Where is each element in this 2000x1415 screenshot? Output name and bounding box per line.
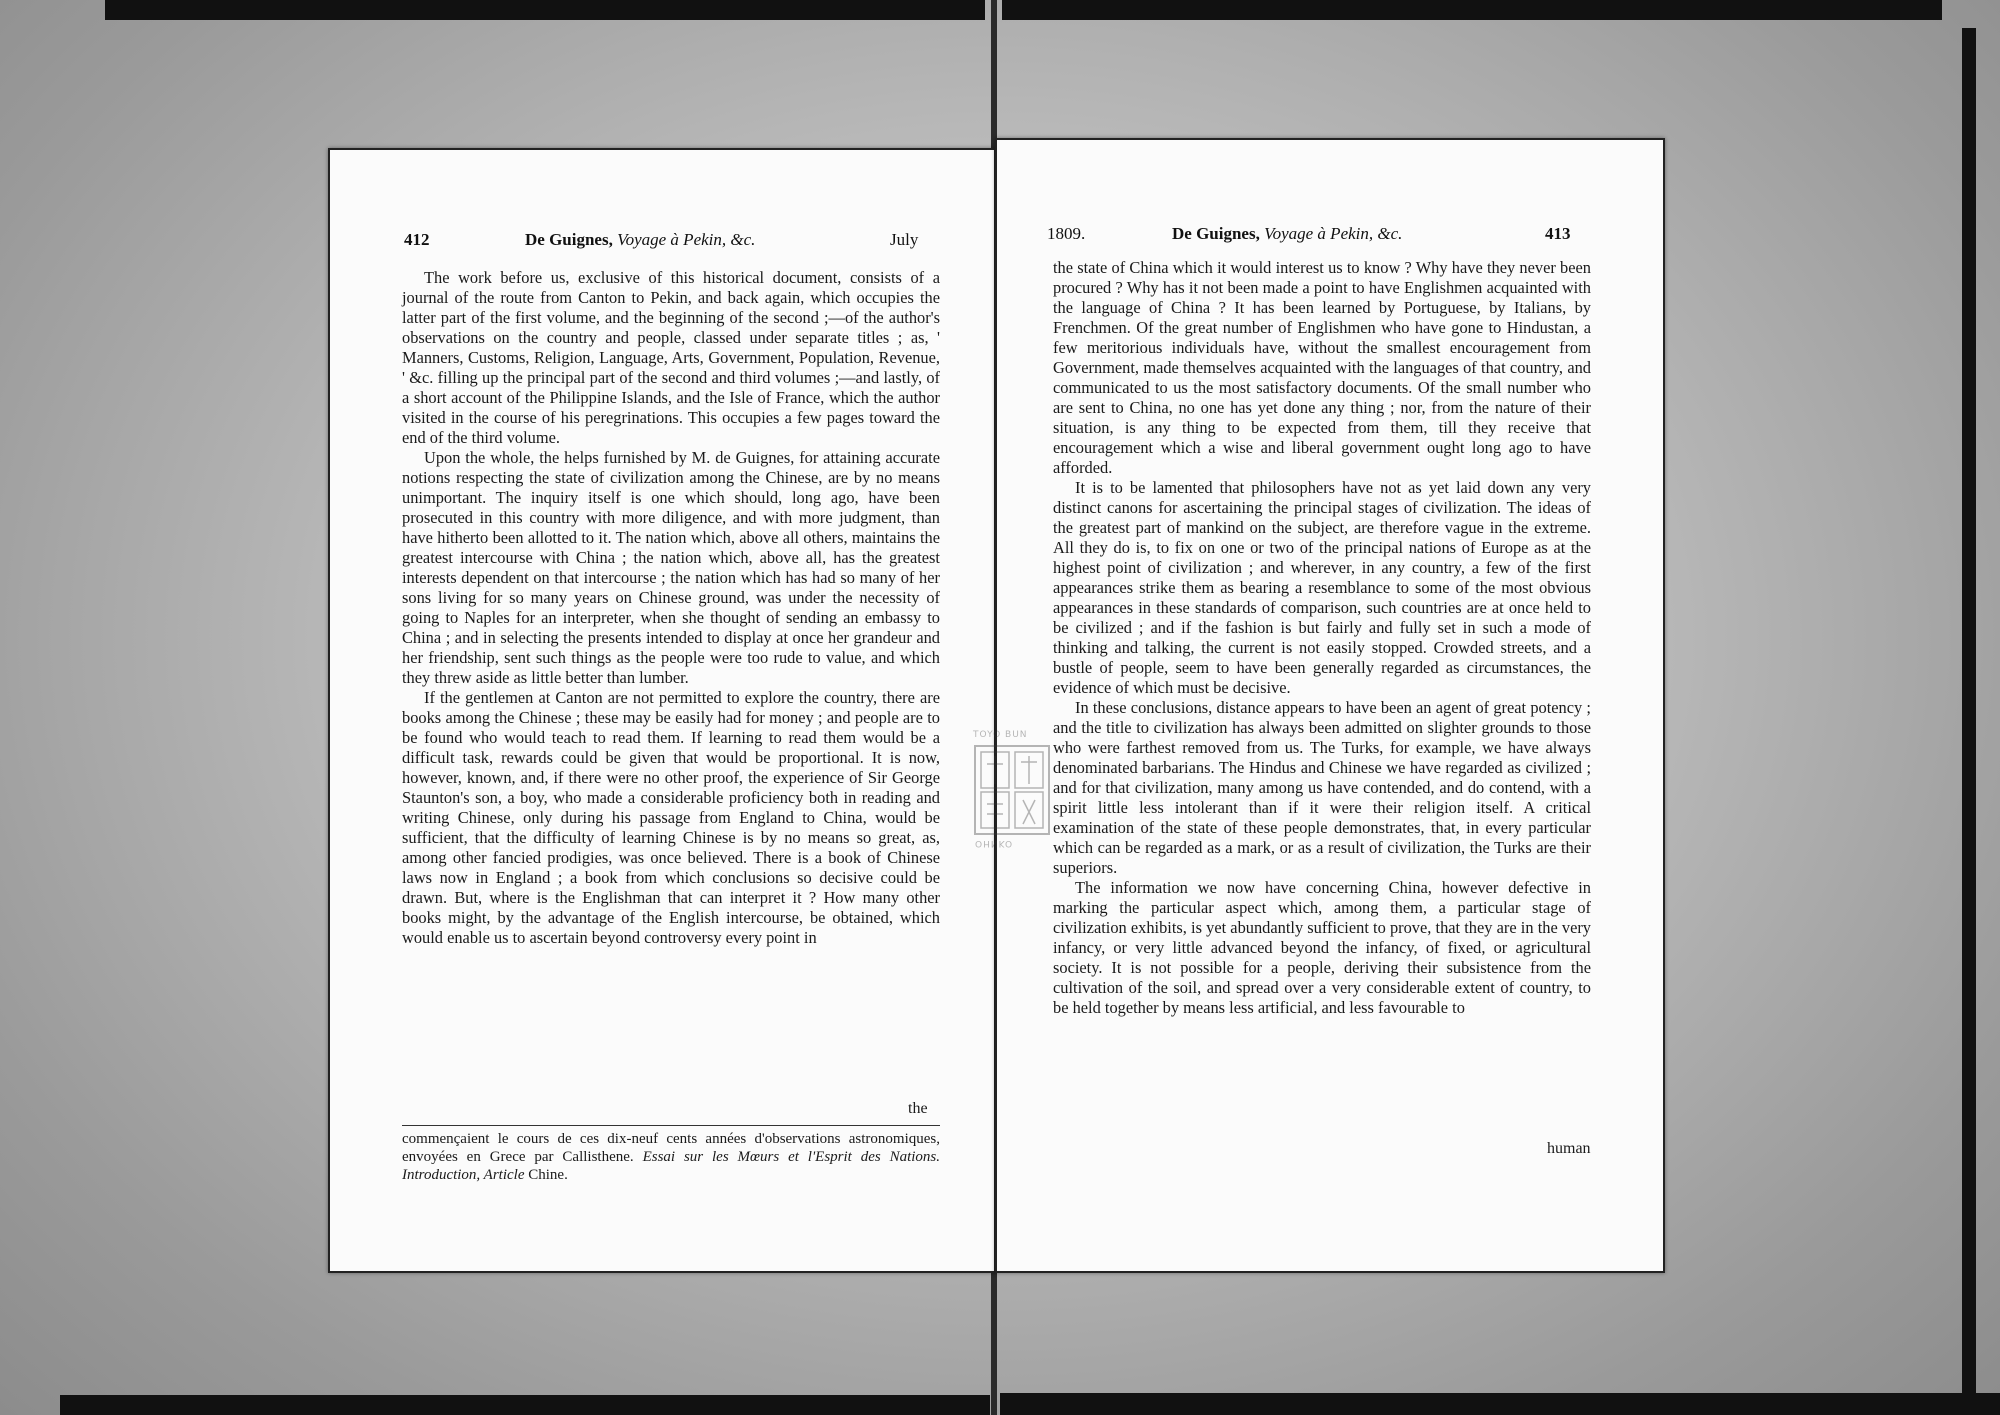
right-header-year: 1809.	[1047, 224, 1086, 243]
right-catchword: human	[1547, 1140, 1591, 1157]
right-paragraph-3: In these conclusions, distance appears to have been an agent of great potency ; and the title to civilization has always been admitted on slighter grounds to those who were farthest removed from us. The Turks, for example, we have always denominated barbarians. The Hindus and Chinese we have regarded as civilized ; and for that civilization, many among us have contended, and do contend, with a spirit little less intolerant than if it were their religion itself. A critical examination of the state of these people demonstrates, that, in every particular which can be regarded as a mark, or as a result of civilization, the Turks are their superiors.	[1053, 698, 1591, 877]
footnote-end: Chine.	[528, 1167, 568, 1183]
right-edge	[1962, 28, 1976, 1393]
top-edge-right	[1002, 0, 1942, 20]
left-paragraph-2: Upon the whole, the helps furnished by M. de Guignes, for attaining accurate notions respecting the state of civilization among the Chinese, are by no means unimportant. The inquiry itself is one which should, long ago, have been prosecuted in this country with more diligence, and with more judgment, than have hitherto been allotted to it. The nation which, above all others, maintains the greatest intercourse with China ; the nation which, above all, has the greatest interests dependent on that intercourse ; the nation which has had so many of her sons living for so many years on Chinese ground, was under the necessity of going to Naples for an interpreter, when she thought of sending an embassy to China ; and in selecting the presents intended to display at once her grandeur and her friendship, sent such things as the people were too rude to value, and which they threw aside as little better than lumber.	[402, 448, 940, 687]
footnote-text: commençaient le cours de ces dix-neuf cents années d'observations astronomiques, envoyées en Grece par Callisthene.	[402, 1131, 940, 1165]
left-header-title	[525, 230, 755, 250]
right-page-number: 413	[1545, 224, 1571, 243]
left-header-title-italic: Voyage à Pekin, &c.	[617, 230, 756, 249]
right-header-title-italic: Voyage à Pekin, &c.	[1264, 224, 1403, 243]
right-paragraph-1: the state of China which it would interest us to know ? Why have they never been procured ? Why has it not been made a point to have Englishmen acquainted with the language of China ? It has been learned by Portuguese, by Italians, by Frenchmen. Of the great number of Englishmen who have gone to Hindustan, a few meritorious individuals have, without the smallest encouragement from Government, made themselves acquainted with the languages of that country, and communicated to us the most satisfactory documents. Of the small number who are sent to China, no one has yet done any thing ; nor, from the nature of their situation, is any thing to be expected from them, till they receive that encouragement which a wise and liberal government ought long ago to have afforded.	[1053, 258, 1591, 477]
bottom-edge-right	[1000, 1393, 2000, 1415]
left-paragraph-1: The work before us, exclusive of this historical document, consists of a journal of the route from Canton to Pekin, and back again, which occupies the latter part of the first volume, and the beginning of the second ;—of the author's observations on the country and people, classed under separate titles ; as, ' Manners, Customs, Religion, Language, Arts, Government, Population, Revenue, ' &c. filling up the principal part of the second and third volumes ;—and lastly, of a short account of the Philippine Islands, and the Isle of France, which the author visited in the course of his peregrinations. This occupies a few pages toward the end of the third volume.	[402, 268, 940, 447]
right-page	[995, 138, 1665, 1273]
stamp-top-text: TOYO BUN	[973, 730, 1028, 740]
left-page	[328, 148, 996, 1273]
left-page-number: 412	[404, 230, 430, 249]
left-catchword: the	[908, 1100, 928, 1117]
left-body-text	[402, 268, 940, 948]
left-footnote	[402, 1130, 940, 1184]
right-paragraph-4: The information we now have concerning China, however defective in marking the particular aspect which, among them, a particular stage of civilization exhibits, is yet abundantly sufficient to prove, that they are in the very infancy, or very little advanced beyond the infancy, of fixed, or agricultural society. It is not possible for a people, deriving their subsistence from the cultivation of the soil, and spread over a very considerable extent of country, to be held together by means less artificial, and less favourable to	[1053, 878, 1591, 1017]
right-body-text	[1053, 258, 1591, 1018]
stamp-seal-icon	[973, 744, 1051, 836]
left-header-month: July	[890, 230, 919, 249]
left-header-title-text: De Guignes,	[525, 230, 613, 249]
library-stamp	[973, 730, 1053, 850]
right-paragraph-2: It is to be lamented that philosophers have not as yet laid down any very distinct canons for ascertaining the principal stages of civilization. The ideas of the greatest part of mankind on the subject, are therefore vague in the extreme. All they do is, to fix on one or two of the principal nations of Europe as at the highest point of civilization ; and wherever, in any country, a few of the first appearances strike them as bearing a resemblance to some of the most obvious appearances in these standards of comparison, such countries are at once held to be civilized ; and if the fashion is but fairly and fully set in such a mode of thinking and talking, the current is not easily stopped. Crowded streets, and a bustle of people, seem to have been generally regarded as circumstances, the evidence of which must be decisive.	[1053, 478, 1591, 697]
footnote-rule	[402, 1125, 940, 1126]
stamp-bottom-text: OHNKO	[975, 838, 1014, 848]
top-edge-left	[105, 0, 985, 20]
bottom-edge-left	[60, 1395, 990, 1415]
right-header-title-text: De Guignes,	[1172, 224, 1260, 243]
right-header-title	[1172, 224, 1402, 244]
footnote-italic: Essai sur les Mœurs et l'Esprit des Nations. Introduction, Article	[402, 1149, 941, 1183]
left-paragraph-3: If the gentlemen at Canton are not permitted to explore the country, there are books among the Chinese ; these may be easily had for money ; and people are to be found who would teach to read them. If learning to read them would be a difficult task, rewards could be given that would be proportional. It is now, however, known, and, if there were no other proof, the experience of Sir George Staunton's son, a boy, who made a considerable proficiency both in reading and writing Chinese, only during his passage from England to China, would be sufficient, that the difficulty of learning Chinese is by no means so great, as, among other fancied prodigies, was once believed. There is a book of Chinese laws now in England ; a book from which conclusions so decisive could be drawn. But, where is the Englishman that can interpret it ? How many other books might, by the advantage of the English intercourse, be obtained, which would enable us to ascertain beyond controversy every point in	[402, 688, 940, 947]
